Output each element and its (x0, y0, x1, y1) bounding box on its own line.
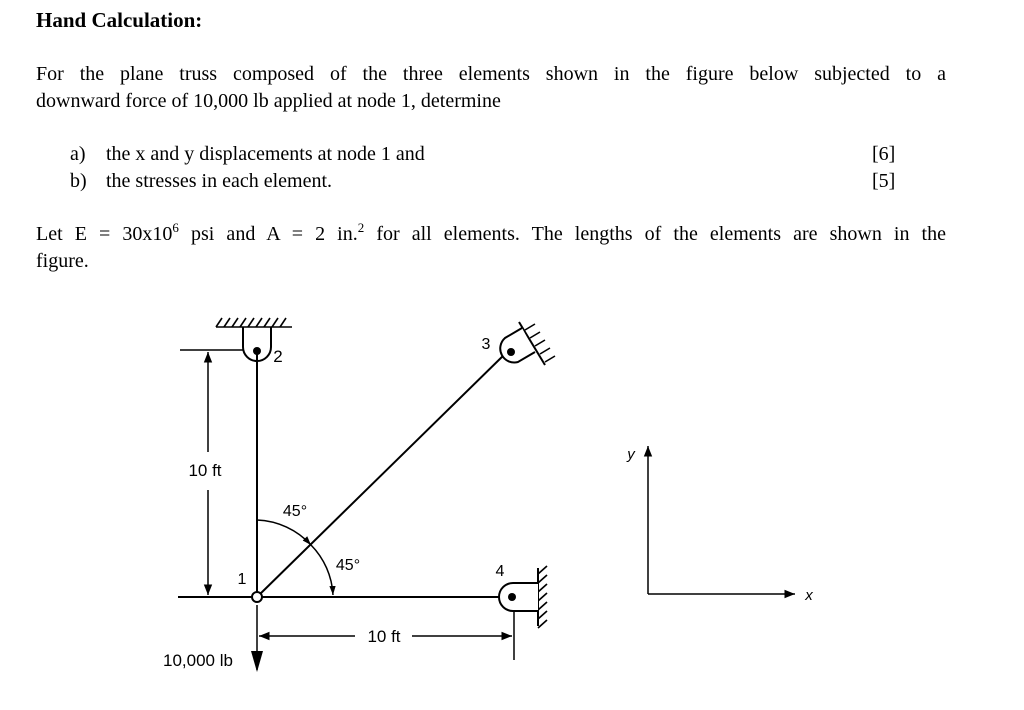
node-2-label: 2 (273, 347, 283, 366)
load-arrow (251, 651, 263, 672)
node-3-label: 3 (481, 336, 491, 353)
task-b-text: the stresses in each element. (106, 170, 333, 192)
given-line-2: figure. (36, 250, 89, 272)
task-b-marks: [5] (872, 170, 896, 192)
support-3 (500, 322, 555, 365)
node-4-label: 4 (495, 563, 505, 580)
support-2-hatch (216, 318, 292, 327)
load-label: 10,000 lb (163, 651, 233, 670)
task-a-marks: [6] (872, 143, 896, 165)
angle-lower-arc (311, 545, 333, 595)
intro-line-1: For the plane truss composed of the three elements shown in the figure below subjected to a (36, 63, 946, 85)
angle-upper-arc (257, 520, 311, 545)
dim-horizontal-label: 10 ft (367, 627, 401, 646)
dim-vertical-label: 10 ft (188, 461, 222, 480)
angle-upper-label: 45° (282, 503, 308, 520)
coordinate-axes (648, 446, 795, 594)
axis-y-label: y (627, 446, 635, 463)
task-b-letter: b) (70, 170, 87, 192)
axis-x-label: x (805, 587, 813, 604)
node-1-pin (252, 592, 262, 602)
angle-lower-label: 45° (335, 557, 361, 574)
support-4 (499, 566, 547, 628)
element-1-3 (257, 351, 508, 597)
task-a-text: the x and y displacements at node 1 and (106, 143, 425, 165)
page-heading: Hand Calculation: (36, 8, 203, 32)
node-1-label: 1 (237, 571, 247, 588)
given-line-1: Let $E = 30x10^6$ psi and A = 2 in.$^2$ for all elements. The lengths of the elements are shown in the (36, 220, 946, 245)
task-a-letter: a) (70, 143, 86, 165)
intro-line-2: downward force of 10,000 lb applied at node 1, determine (36, 90, 501, 112)
